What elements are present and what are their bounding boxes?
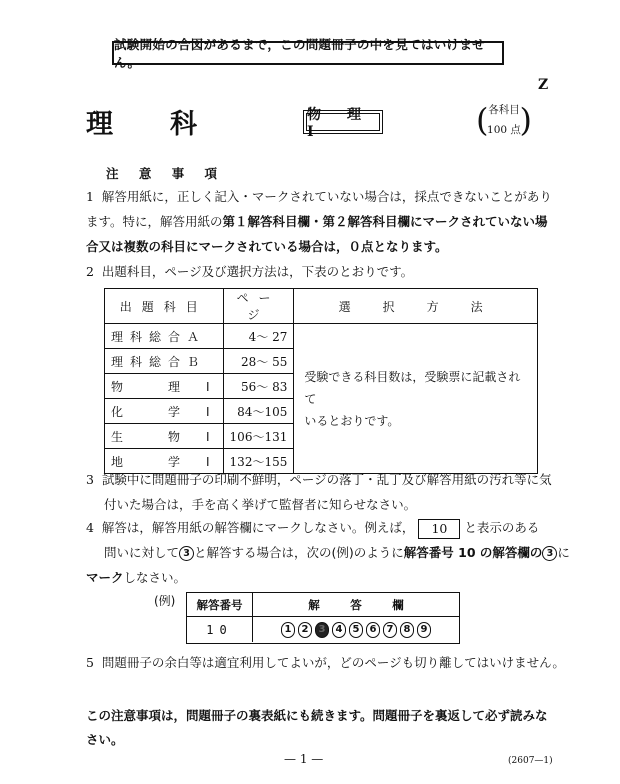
method-line-2: いるとおりです。 — [304, 413, 400, 428]
item-4-line-2: 問いに対して 3 と解答する場合は，次の(例)のように解答番号 10 の解答欄の 3 に — [104, 545, 570, 560]
row-subject: 地 学 Ⅰ — [105, 449, 224, 474]
item-4-line-1: 4 解答は，解答用紙の解答欄にマークしなさい。例えば， 10 と表示のある — [86, 518, 539, 539]
answer-number-box: 10 — [418, 519, 460, 539]
notes-heading: 注 意 事 項 — [106, 166, 226, 181]
answer-bubble: 7 — [383, 622, 397, 638]
row-subject: 理科総合Ａ — [105, 324, 224, 349]
answer-bubble: 2 — [298, 622, 312, 638]
form-code: Z — [538, 77, 549, 93]
item-1-line-1: 1 解答用紙に，正しく記入・マークされていない場合は，採点できないことがあり — [86, 189, 552, 204]
row-pages: 4〜 27 — [223, 324, 294, 349]
circled-answer-icon: 3 — [179, 546, 194, 561]
item-1-line-3: 合又は複数の科目にマークされている場合は，０点となります。 — [86, 239, 448, 254]
item-1-line-2: ます。特に，解答用紙の第１解答科目欄・第２解答科目欄にマークされていない場 — [86, 214, 548, 229]
item-5-line: 5 問題冊子の余白等は適宜利用してよいが，どのページも切り離してはいけません。 — [86, 655, 565, 670]
item-3-line-1: 3 試験中に問題冊子の印刷不鮮明，ページの落丁・乱丁及び解答用紙の汚れ等に気 — [86, 472, 552, 487]
right-paren: ) — [519, 101, 532, 139]
example-row-number: 10 — [187, 617, 253, 642]
row-subject: 生 物 Ⅰ — [105, 424, 224, 449]
points-line-1: 各科目 — [488, 104, 520, 116]
footer-note-line-2: さい。 — [86, 732, 124, 747]
answer-bubble: 1 — [281, 622, 295, 638]
example-header-answer: 解 答 欄 — [253, 593, 459, 617]
item-3-line-2: 付いた場合は，手を高く挙げて監督者に知らせなさい。 — [104, 497, 417, 512]
selection-method-cell — [294, 324, 538, 474]
header-pages: ページ — [223, 289, 294, 324]
points-note — [476, 100, 532, 140]
example-answer-sheet — [186, 592, 460, 644]
circled-answer-icon: 3 — [542, 546, 557, 561]
row-pages: 56〜 83 — [223, 374, 294, 399]
row-pages: 132〜155 — [223, 449, 294, 474]
item-2-line: 2 出題科目，ページ及び選択方法は，下表のとおりです。 — [86, 264, 414, 279]
subject-table — [104, 288, 538, 474]
answer-bubble: 8 — [400, 622, 414, 638]
row-subject: 物 理 Ⅰ — [105, 374, 224, 399]
answer-bubble: 3 — [315, 622, 329, 638]
points-line-2: 100 点 — [487, 124, 521, 136]
header-method: 選 択 方 法 — [294, 289, 538, 324]
subject-box — [303, 107, 387, 140]
row-pages: 84〜105 — [223, 399, 294, 424]
item-4-line-3: マークしなさい。 — [86, 570, 187, 585]
page-number: — 1 — — [284, 752, 324, 766]
page-title — [86, 102, 197, 141]
answer-bubble: 9 — [417, 622, 431, 638]
footer-note-line-1: この注意事項は，問題冊子の裏表紙にも続きます。問題冊子を裏返して必ず読みな — [86, 708, 548, 723]
title-char-2: 科 — [170, 109, 197, 140]
row-subject: 理科総合Ｂ — [105, 349, 224, 374]
row-subject: 化 学 Ⅰ — [105, 399, 224, 424]
answer-bubble: 6 — [366, 622, 380, 638]
example-header-number: 解答番号 — [187, 593, 253, 617]
answer-bubble: 5 — [349, 622, 363, 638]
subject-label: 物 理 Ⅰ — [307, 107, 387, 140]
header-subject: 出題科目 — [105, 289, 224, 324]
title-char-1: 理 — [86, 109, 113, 140]
exam-start-warning-banner: 試験開始の合図があるまで，この問題冊子の中を見てはいけません。 — [112, 41, 504, 65]
answer-bubble: 4 — [332, 622, 346, 638]
document-code: (2607—1) — [508, 756, 553, 766]
example-label: (例) — [154, 594, 176, 608]
table-header-row — [105, 289, 538, 324]
table-row — [105, 324, 538, 349]
method-line-1: 受験できる科目数は，受験票に記載されて — [304, 369, 521, 406]
row-pages: 106〜131 — [223, 424, 294, 449]
example-bubble-row — [253, 617, 459, 642]
left-paren: ( — [476, 101, 489, 139]
row-pages: 28〜 55 — [223, 349, 294, 374]
